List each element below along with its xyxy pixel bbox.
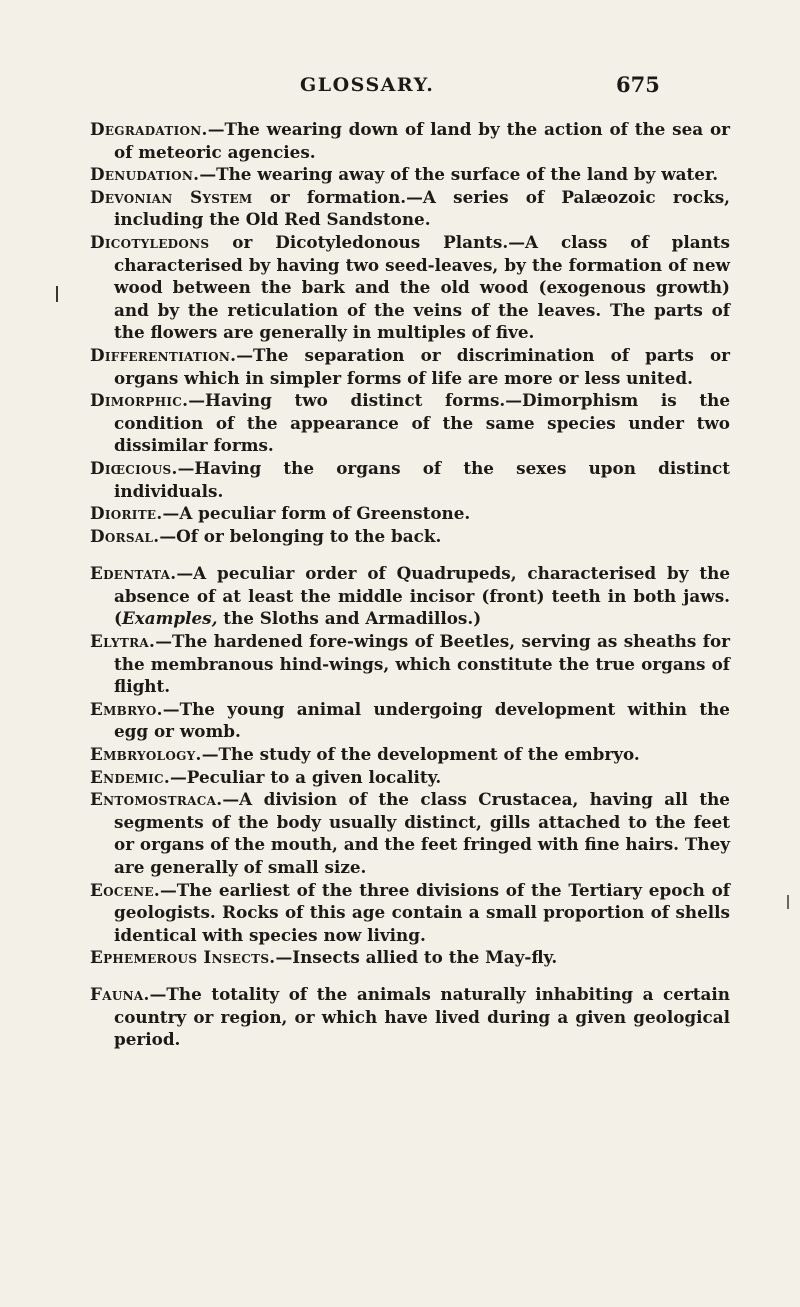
glossary-entry-dimorphic — [90, 389, 730, 457]
glossary-body — [90, 118, 730, 1051]
glossary-entry-degradation — [90, 118, 730, 163]
glossary-definition: —The young animal undergoing development within the egg or womb. — [114, 698, 730, 742]
glossary-definition: —The study of the development of the embryo. — [201, 744, 640, 765]
glossary-definition: —A division of the class Crustacea, having all the segments of the body usually distinct, gills attached to the feet or organs of the mouth, and the feet fringed with fine hairs. They are generally of small size. — [114, 789, 730, 877]
example-text: the Sloths and Armadillos.) — [217, 608, 482, 629]
glossary-term: Differentiation. — [90, 344, 237, 365]
glossary-entry-fauna — [90, 983, 730, 1051]
glossary-definition: —Having the organs of the sexes upon distinct individuals. — [114, 457, 730, 501]
running-head: GLOSSARY. — [300, 74, 435, 96]
glossary-entry-differentiation — [90, 344, 730, 389]
glossary-term: Edentata. — [90, 563, 177, 584]
glossary-definition: or Dicotyledonous Plants.—A class of plants characterised by having two seed-leaves, by the formation of new wood between the bark and the old wood (exogenous growth) and by the reticulation of the veins of the leaves. The parts of the flowers are generally in multiples of five. — [114, 231, 730, 343]
glossary-definition: —The totality of the animals naturally inhabiting a certain country or region, or which have lived during a given geological period. — [114, 983, 730, 1050]
example-label: Examples, — [121, 608, 218, 629]
glossary-entry-entomostraca — [90, 788, 730, 878]
glossary-term: Embryo. — [90, 698, 163, 719]
glossary-definition: —Having two distinct forms.—Dimorphism is the condition of the appearance of the same species under two dissimilar forms. — [114, 390, 730, 456]
glossary-definition: —The separation or discrimination of parts or organs which in simpler forms of life are more or less united. — [114, 344, 730, 388]
glossary-definition: —Peculiar to a given locality. — [170, 766, 442, 787]
glossary-definition: —The wearing away of the surface of the land by water. — [199, 164, 719, 185]
glossary-term: Embryology. — [90, 744, 202, 765]
glossary-entry-endemic — [90, 766, 730, 789]
glossary-term: Fauna. — [90, 983, 150, 1004]
glossary-entry-denudation — [90, 163, 730, 186]
glossary-definition: —Of or belonging to the back. — [159, 525, 442, 546]
glossary-entry-embryology — [90, 743, 730, 766]
section-gap — [90, 547, 730, 562]
glossary-definition: —The wearing down of land by the action of the sea or of meteoric agencies. — [114, 119, 730, 162]
glossary-definition: —Insects allied to the May-fly. — [275, 947, 558, 968]
glossary-term: Dorsal. — [90, 525, 160, 546]
glossary-definition: or formation.—A series of Palæozoic rocks, including the Old Red Sandstone. — [114, 186, 730, 230]
glossary-term: Eocene. — [90, 879, 160, 900]
scan-mark — [787, 895, 789, 909]
glossary-term: Dicotyledons — [90, 231, 210, 252]
glossary-entry-embryo — [90, 698, 730, 743]
glossary-term: Ephemerous Insects. — [90, 947, 276, 968]
page-number: 675 — [616, 72, 660, 97]
glossary-entry-dorsal — [90, 525, 730, 548]
glossary-term: Denudation. — [90, 164, 200, 185]
glossary-definition: —A peculiar form of Greenstone. — [162, 503, 471, 524]
glossary-entry-eocene — [90, 879, 730, 947]
glossary-entry-edentata — [90, 562, 730, 630]
glossary-term: Degradation. — [90, 119, 208, 139]
glossary-term: Dimorphic. — [90, 390, 189, 411]
glossary-entry-elytra — [90, 630, 730, 698]
glossary-entry-dicotyledons — [90, 231, 730, 344]
example-open: ( — [114, 608, 122, 629]
glossary-term: Elytra. — [90, 631, 156, 652]
glossary-definition: —The hardened fore-wings of Beetles, serving as sheaths for the membranous hind-wings, which constitute the true organs of flight. — [114, 631, 730, 697]
glossary-term: Diœcious. — [90, 457, 178, 478]
page-header — [0, 74, 800, 104]
glossary-entry-dioecious — [90, 457, 730, 502]
glossary-term: Entomostraca. — [90, 789, 223, 810]
glossary-entry-devonian — [90, 186, 730, 231]
glossary-definition: —A peculiar order of Quadrupeds, characterised by the absence of at least the middle incisor (front) teeth in both jaws. — [114, 563, 730, 606]
scan-mark — [56, 286, 58, 302]
glossary-entry-ephemerous — [90, 946, 730, 969]
glossary-term: Diorite. — [90, 503, 163, 524]
glossary-term: Devonian System — [90, 186, 253, 207]
section-gap — [90, 969, 730, 983]
glossary-entry-diorite — [90, 502, 730, 525]
glossary-definition: —The earliest of the three divisions of the Tertiary epoch of geologists. Rocks of this age contain a small proportion of shells identical with species now living. — [114, 879, 730, 945]
glossary-term: Endemic. — [90, 766, 171, 787]
